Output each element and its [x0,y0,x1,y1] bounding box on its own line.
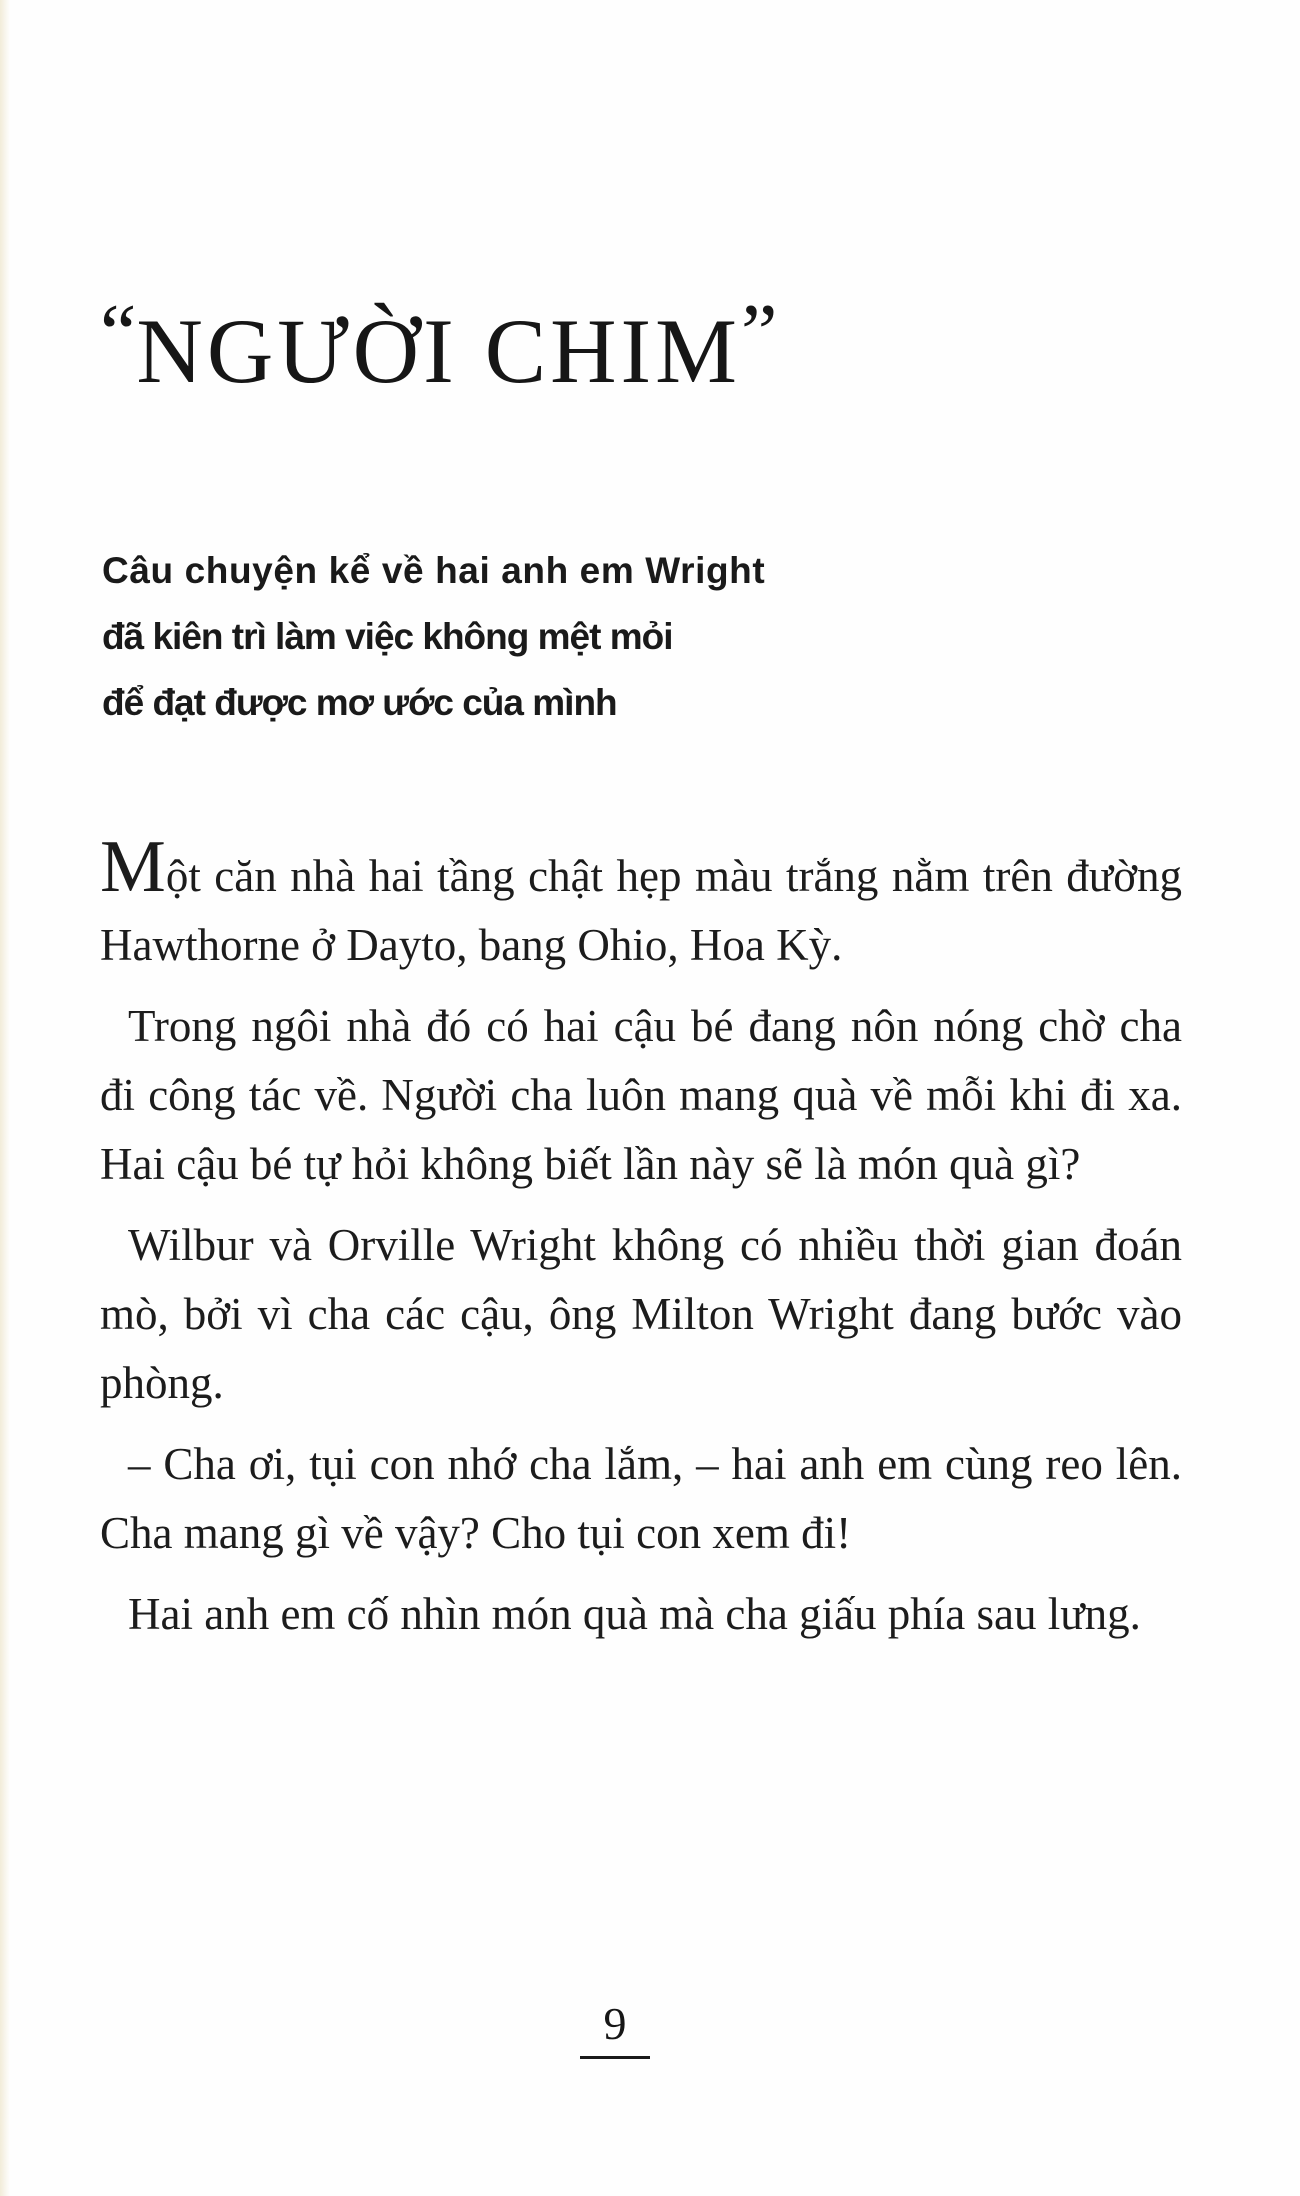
chapter-subtitle [102,538,1202,736]
page-binding-edge [0,0,10,2196]
page-number-underline [580,2056,650,2059]
subtitle-line: Câu chuyện kể về hai anh em Wright [102,550,766,591]
page-number: 9 [603,1998,627,2049]
paragraph: Trong ngôi nhà đó có hai cậu bé đang nôn nóng chờ cha đi công tác về. Người cha luôn mang quà về mỗi khi đi xa. Hai cậu bé tự hỏi không biết lần này sẽ là món quà gì? [100,1001,1182,1189]
subtitle-line: đã kiên trì làm việc không mệt mỏi [102,616,673,657]
paragraph: Hai anh em cố nhìn món quà mà cha giấu phía sau lưng. [128,1589,1141,1639]
paragraph: Một căn nhà hai tầng chật hẹp màu trắng nằm trên đường Hawthorne ở Dayto, bang Ohio, Hoa Kỳ. [100,826,1182,970]
subtitle-line: để đạt được mơ ước của mình [102,682,617,723]
chapter-title-open-quote: “ [100,287,137,378]
chapter-title-close-quote: ” [740,287,778,378]
chapter-title-text: NGƯỜI CHIM [136,300,741,402]
paragraph: Wilbur và Orville Wright không có nhiều thời gian đoán mò, bởi vì cha các cậu, ông Milton Wright đang bước vào phòng. [100,1220,1182,1408]
body-text [100,826,1182,1661]
chapter-title [100,287,778,402]
dialogue-paragraph: – Cha ơi, tụi con nhớ cha lắm, – hai anh em cùng reo lên. Cha mang gì về vậy? Cho tụi con xem đi! [100,1439,1182,1558]
